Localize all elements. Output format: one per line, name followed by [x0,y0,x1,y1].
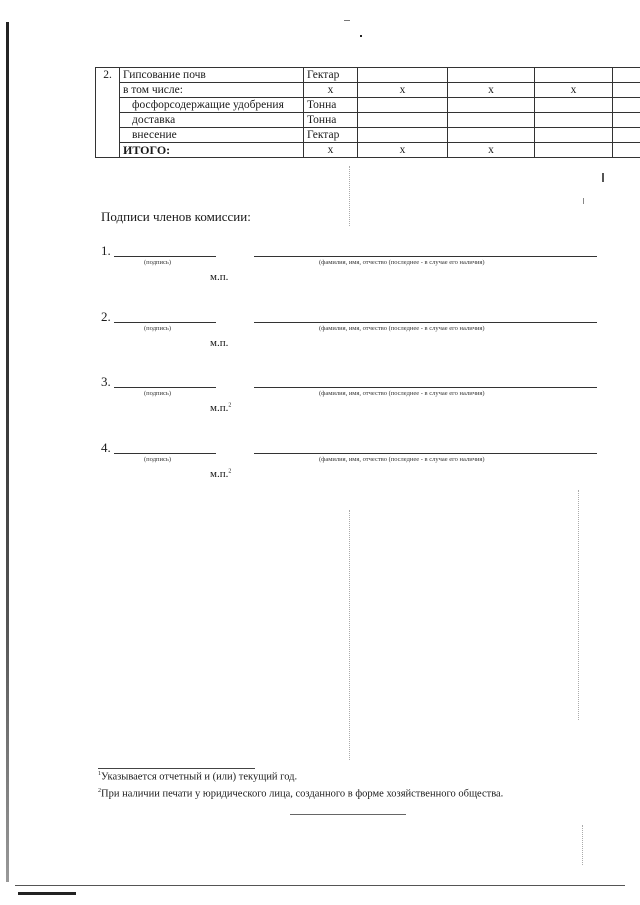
row-cell [613,98,640,113]
full-name-line[interactable] [254,453,597,454]
row-unit: Гектар [304,128,358,143]
scan-dots [349,166,351,226]
row-unit: х [304,83,358,98]
footnote-2: $^2$При наличии печати у юридического лица, созданного в форме хозяйственного общества. [98,788,504,800]
works-table [95,67,640,158]
row-cell [448,128,535,143]
full-name-line[interactable] [254,256,597,257]
signature-caption: (подпись) [144,390,171,397]
scan-dots [582,825,584,865]
footnote-separator [98,768,255,769]
seal-place: м.п. [210,271,229,283]
row-unit: Гектар [304,68,358,83]
row-unit: Тонна [304,113,358,128]
table-row [96,83,640,98]
row-cell [358,113,448,128]
row-cell [613,128,640,143]
signature-caption: (подпись) [144,325,171,332]
row-unit: х [304,143,358,158]
table-row [96,98,640,113]
signature-caption: (подпись) [144,259,171,266]
full-name-line[interactable] [254,322,597,323]
row-cell [535,143,613,158]
row-cell [613,143,640,158]
scan-bottom-mark [18,892,76,895]
row-name: доставка [120,113,304,128]
row-cell [535,113,613,128]
row-name: внесение [120,128,304,143]
row-number [96,98,120,113]
full-name-caption: (фамилия, имя, отчество (последнее - в случае его наличия) [319,325,485,332]
row-name: Гипсование почв [120,68,304,83]
row-cell [448,98,535,113]
row-cell: х [535,83,613,98]
scan-speck [602,173,604,182]
signatures-heading: Подписи членов комиссии: [101,209,251,224]
scan-dots [349,510,351,760]
row-cell [613,68,640,83]
row-cell: х [448,143,535,158]
table-row [96,128,640,143]
row-number: 2. [96,68,120,83]
row-cell [535,98,613,113]
row-number [96,83,120,98]
row-cell [613,113,640,128]
signature-line[interactable] [114,256,216,257]
scan-speck [360,35,362,37]
row-cell: х [358,143,448,158]
signature-number: 4. [101,440,111,455]
end-rule [290,814,406,815]
seal-place: м.п.$^2$ [210,468,232,480]
full-name-caption: (фамилия, имя, отчество (последнее - в случае его наличия) [319,259,485,266]
row-number [96,128,120,143]
footnote-1: $^1$Указывается отчетный и (или) текущий год. [98,771,298,783]
row-cell: х [448,83,535,98]
scan-speck [583,198,584,204]
signature-number: 2. [101,309,111,324]
scan-dots [578,490,580,720]
seal-place: м.п.$^2$ [210,402,232,414]
signature-number: 3. [101,374,111,389]
row-name: в том числе: [120,83,304,98]
row-name: фосфорсодержащие удобрения [120,98,304,113]
full-name-line[interactable] [254,387,597,388]
scan-speck [344,20,350,21]
row-number [96,113,120,128]
table-row [96,68,640,83]
signature-caption: (подпись) [144,456,171,463]
row-cell [358,68,448,83]
row-cell: х [358,83,448,98]
scan-bottom-edge [15,885,625,886]
row-cell [448,68,535,83]
full-name-caption: (фамилия, имя, отчество (последнее - в случае его наличия) [319,390,485,397]
row-cell [535,128,613,143]
row-cell [613,83,640,98]
row-cell [448,113,535,128]
table-row-total [96,143,640,158]
signature-line[interactable] [114,322,216,323]
signature-number: 1. [101,243,111,258]
row-cell [358,98,448,113]
row-name: ИТОГО: [120,143,304,158]
scan-left-edge [6,22,9,882]
signature-line[interactable] [114,387,216,388]
row-cell [358,128,448,143]
table-row [96,113,640,128]
signature-line[interactable] [114,453,216,454]
row-unit: Тонна [304,98,358,113]
seal-place: м.п. [210,337,229,349]
full-name-caption: (фамилия, имя, отчество (последнее - в случае его наличия) [319,456,485,463]
row-number [96,143,120,158]
row-cell [535,68,613,83]
